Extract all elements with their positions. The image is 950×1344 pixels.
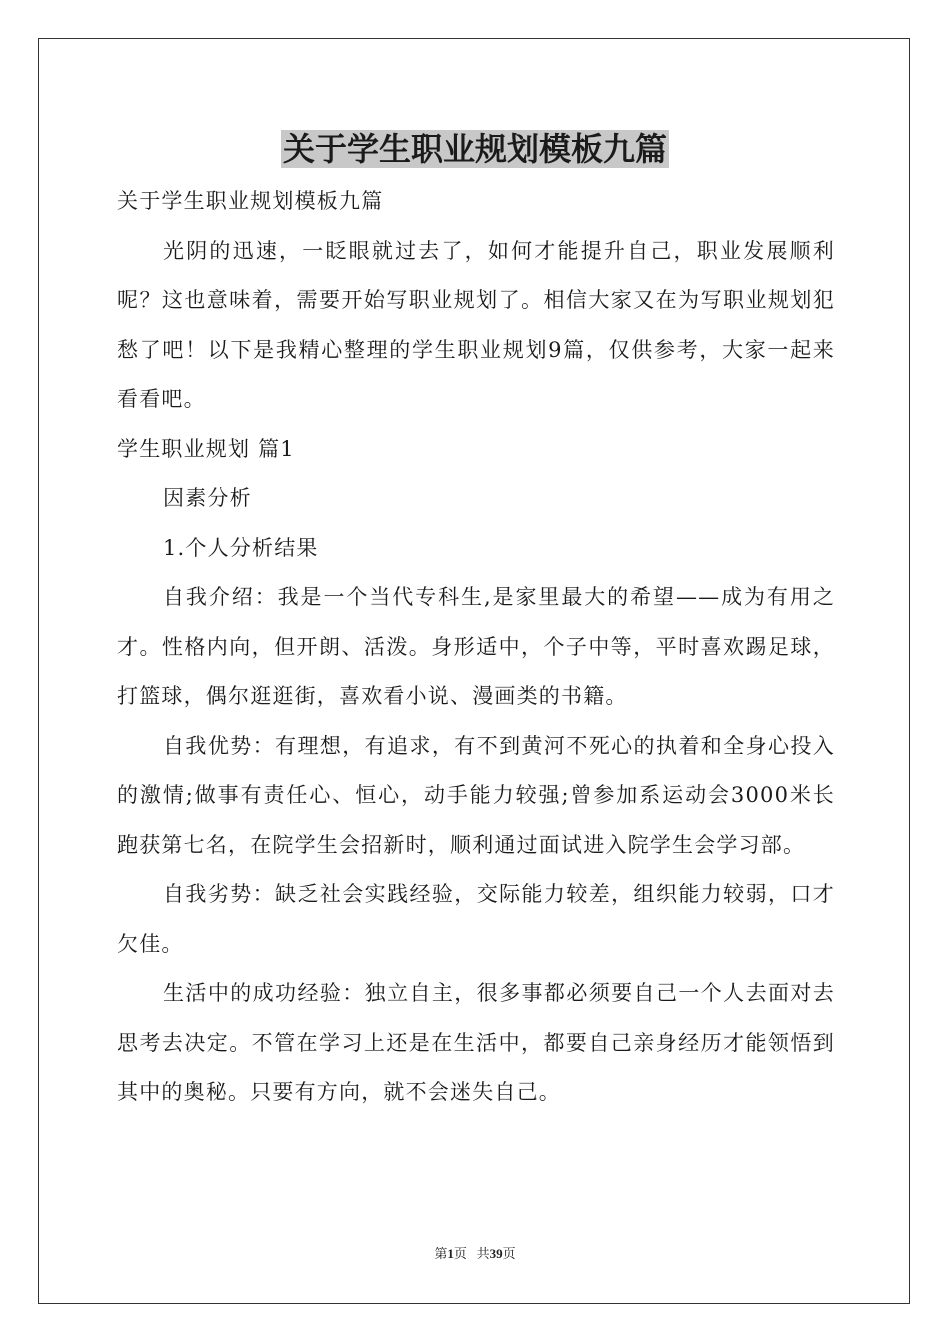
paragraph: 自我介绍：我是一个当代专科生,是家里最大的希望——成为有用之才。性格内向，但开朗、活泼。身形适中，个子中等，平时喜欢踢足球，打篮球，偶尔逛逛街，喜欢看小说、漫画类的书籍。 [117,585,835,708]
paragraph: 自我劣势：缺乏社会实践经验，交际能力较差，组织能力较弱，口才欠佳。 [117,882,835,956]
document-body [117,177,835,1118]
paragraph: 1.个人分析结果 [163,535,319,560]
page-prefix: 第 [434,1246,448,1261]
document-title [0,124,950,174]
section-heading: 学生职业规划 篇1 [117,436,295,461]
document-title-text: 关于学生职业规划模板九篇 [282,130,667,168]
total-pages: 39 [489,1246,503,1261]
paragraph: 自我优势：有理想，有追求，有不到黄河不死心的执着和全身心投入的激情;做事有责任心、恒心，动手能力较强;曾参加系运动会3000米长跑获第七名，在院学生会招新时，顺利通过面试进入院学生会学习部。 [117,733,835,857]
paragraph: 光阴的迅速，一眨眼就过去了，如何才能提升自己，职业发展顺利呢？这也意味着，需要开始写职业规划了。相信大家又在为写职业规划犯愁了吧！以下是我精心整理的学生职业规划9篇，仅供参考，大家一起来看看吧。 [117,238,835,411]
page-footer [0,1244,950,1264]
paragraph: 关于学生职业规划模板九篇 [117,189,384,213]
page-number: 1 [447,1246,454,1261]
total-prefix: 共 [476,1246,490,1261]
page-suffix: 页 [453,1246,467,1261]
paragraph: 因素分析 [163,486,252,510]
paragraph: 生活中的成功经验：独立自主，很多事都必须要自己一个人去面对去思考去决定。不管在学习上还是在生活中，都要自己亲身经历才能领悟到其中的奥秘。只要有方向，就不会迷失自己。 [117,981,835,1104]
total-suffix: 页 [502,1246,516,1261]
